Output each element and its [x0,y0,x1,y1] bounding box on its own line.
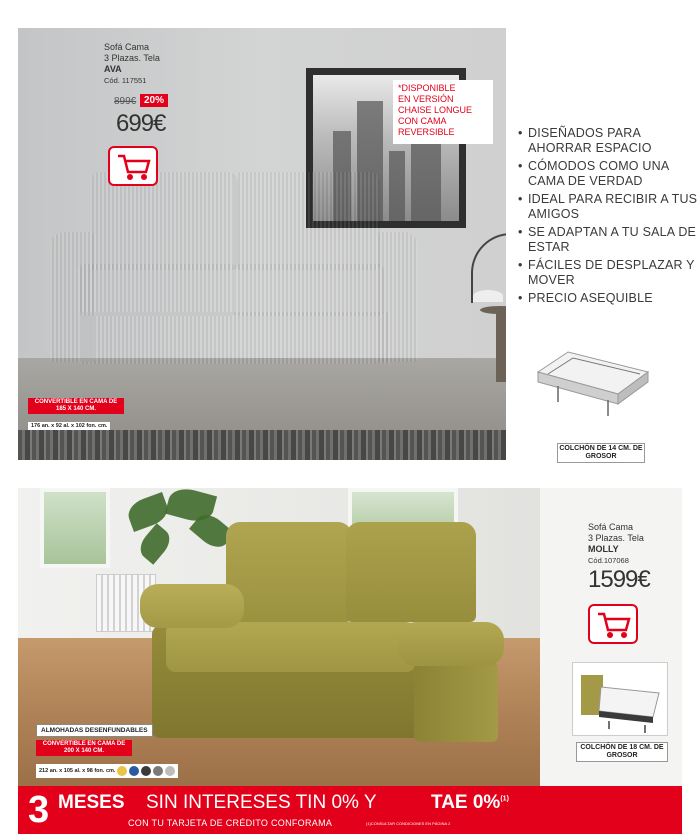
price: 699€ [116,110,166,137]
delivery-cart-icon [588,604,638,644]
banner-footnote: (1)CONSULTAR CONDICIONES EN PÁGINA 2 [366,821,451,826]
dimensions-label [36,764,178,778]
product-seats: 3 Plazas. Tela [104,53,160,63]
banner-tae [431,792,509,814]
mattress-label: COLCHÓN DE 14 CM. DE GROSOR [557,443,645,463]
product-name: MOLLY [588,544,619,554]
chaise-note-line: REVERSIBLE [398,127,455,137]
product-code: Cód. 117551 [104,76,147,85]
tae-note-mark: (1) [500,795,509,803]
chaise-note-line: CHAISE LONGUE [398,105,473,115]
sofa-bed-mechanism-image [572,662,668,736]
pillows-tag: ALMOHADAS DESENFUNDABLES [36,724,153,737]
mattress-label: COLCHÓN DE 18 CM. DE GROSOR [576,742,668,762]
color-swatch[interactable] [117,766,127,776]
color-swatch[interactable] [129,766,139,776]
feature-item: • PRECIO ASEQUIBLE [518,291,698,306]
feature-item: • DISEÑADOS PARA AHORRAR ESPACIO [518,126,698,156]
banner-subtitle: CON TU TARJETA DE CRÉDITO CONFORAMA [128,818,333,828]
feature-item: • IDEAL PARA RECIBIR A TUS AMIGOS [518,192,698,222]
feature-item: • SE ADAPTAN A TU SALA DE ESTAR [518,225,698,255]
sofa-bed-mechanism-image [528,342,658,422]
feature-item: • FÁCILES DE DESPLAZAR Y MOVER [518,258,698,288]
chaise-note-line: EN VERSIÓN [398,94,454,104]
delivery-cart-icon [108,146,158,186]
price: 1599€ [588,566,650,593]
convertible-tag: CONVERTIBLE EN CAMA DE 200 X 140 CM. [36,740,132,756]
lamp-shade [473,290,503,302]
product-type: Sofá Cama [104,42,150,52]
sofa-ava-image [50,172,418,368]
color-swatch[interactable] [153,766,163,776]
banner-sin-intereses: SIN INTERESES TIN 0% Y [146,792,377,813]
banner-number: 3 [28,789,50,831]
features-list [518,126,698,309]
product-info-ava [104,42,160,86]
sofa-molly-image [132,522,532,748]
chaise-longue-note [393,80,493,144]
banner-meses: MESES [58,792,125,813]
side-table-leg [496,312,506,382]
color-swatch[interactable] [165,766,175,776]
feature-item: • CÓMODOS COMO UNA CAMA DE VERDAD [518,159,698,189]
chaise-note-line: *DISPONIBLE [398,83,456,93]
financing-banner [18,786,682,834]
product-type: Sofá Cama [588,522,634,532]
product-name: AVA [104,64,122,74]
product-info-molly [588,522,644,566]
convertible-tag: CONVERTIBLE EN CAMA DE 185 X 140 CM. [28,398,124,414]
product-seats: 3 Plazas. Tela [588,533,644,543]
rug [18,430,506,460]
tae-text: TAE 0% [431,792,501,813]
chaise-note-line: CON CAMA [398,116,447,126]
color-swatch[interactable] [141,766,151,776]
window [40,488,110,568]
discount-badge: 20% [140,94,168,107]
dimensions-text: 212 an. x 105 al. x 98 fon. cm. [39,768,116,774]
old-price: 899€ [114,96,137,107]
dimensions-label: 176 an. x 92 al. x 102 fon. cm. [28,422,110,430]
product-code: Cód.107068 [588,556,629,565]
